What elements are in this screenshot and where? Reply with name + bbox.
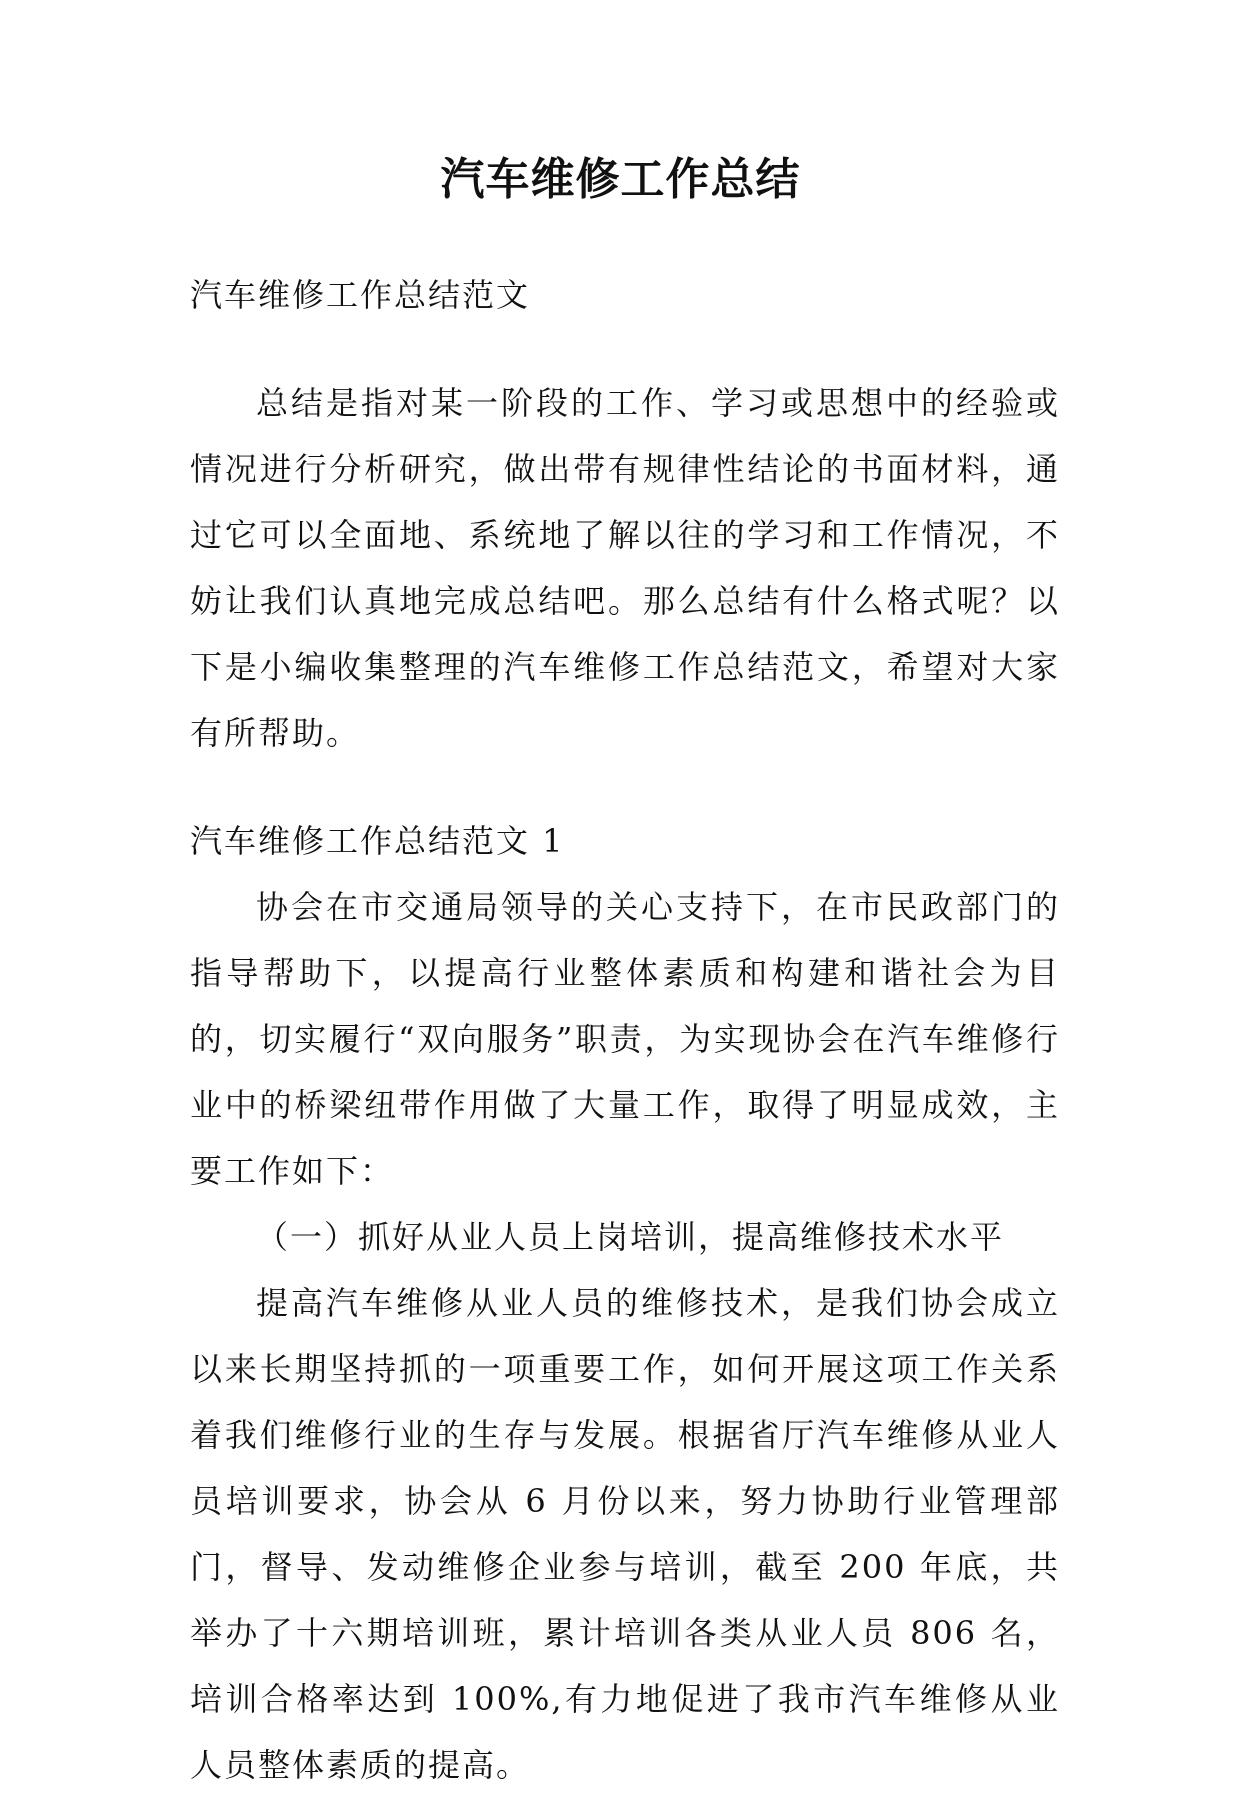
document-subtitle: 汽车维修工作总结范文 bbox=[190, 276, 531, 314]
subsection-heading: （一）抓好从业人员上岗培训，提高维修技术水平 bbox=[256, 1218, 1005, 1256]
section-heading: 汽车维修工作总结范文 1 bbox=[190, 822, 565, 860]
document-body bbox=[190, 262, 1060, 1798]
intro-paragraph: 总结是指对某一阶段的工作、学习或思想中的经验或情况进行分析研究，做出带有规律性结论的书面材料，通过它可以全面地、系统地了解以往的学习和工作情况，不妨让我们认真地完成总结吧。那么总结有什么格式呢？以下是小编收集整理的汽车维修工作总结范文，希望对大家有所帮助。 bbox=[190, 384, 1060, 752]
document-title: 汽车维修工作总结 bbox=[440, 154, 801, 205]
section-paragraph: 协会在市交通局领导的关心支持下，在市民政部门的指导帮助下，以提高行业整体素质和构建和谐社会为目的，切实履行“双向服务”职责，为实现协会在汽车维修行业中的桥梁纽带作用做了大量工作，取得了明显成效，主要工作如下： bbox=[190, 888, 1060, 1190]
subsection-paragraph: 提高汽车维修从业人员的维修技术，是我们协会成立以来长期坚持抓的一项重要工作，如何开展这项工作关系着我们维修行业的生存与发展。根据省厅汽车维修从业人员培训要求，协会从 6 月份以来，努力协助行业管理部门，督导、发动维修企业参与培训，截至 200 年底，共举办了十六期培训班，累计培训各类从业人员 806 名，培训合格率达到 100%,有力地促进了我市汽车维修从业人员整体素质的提高。 bbox=[190, 1284, 1060, 1784]
